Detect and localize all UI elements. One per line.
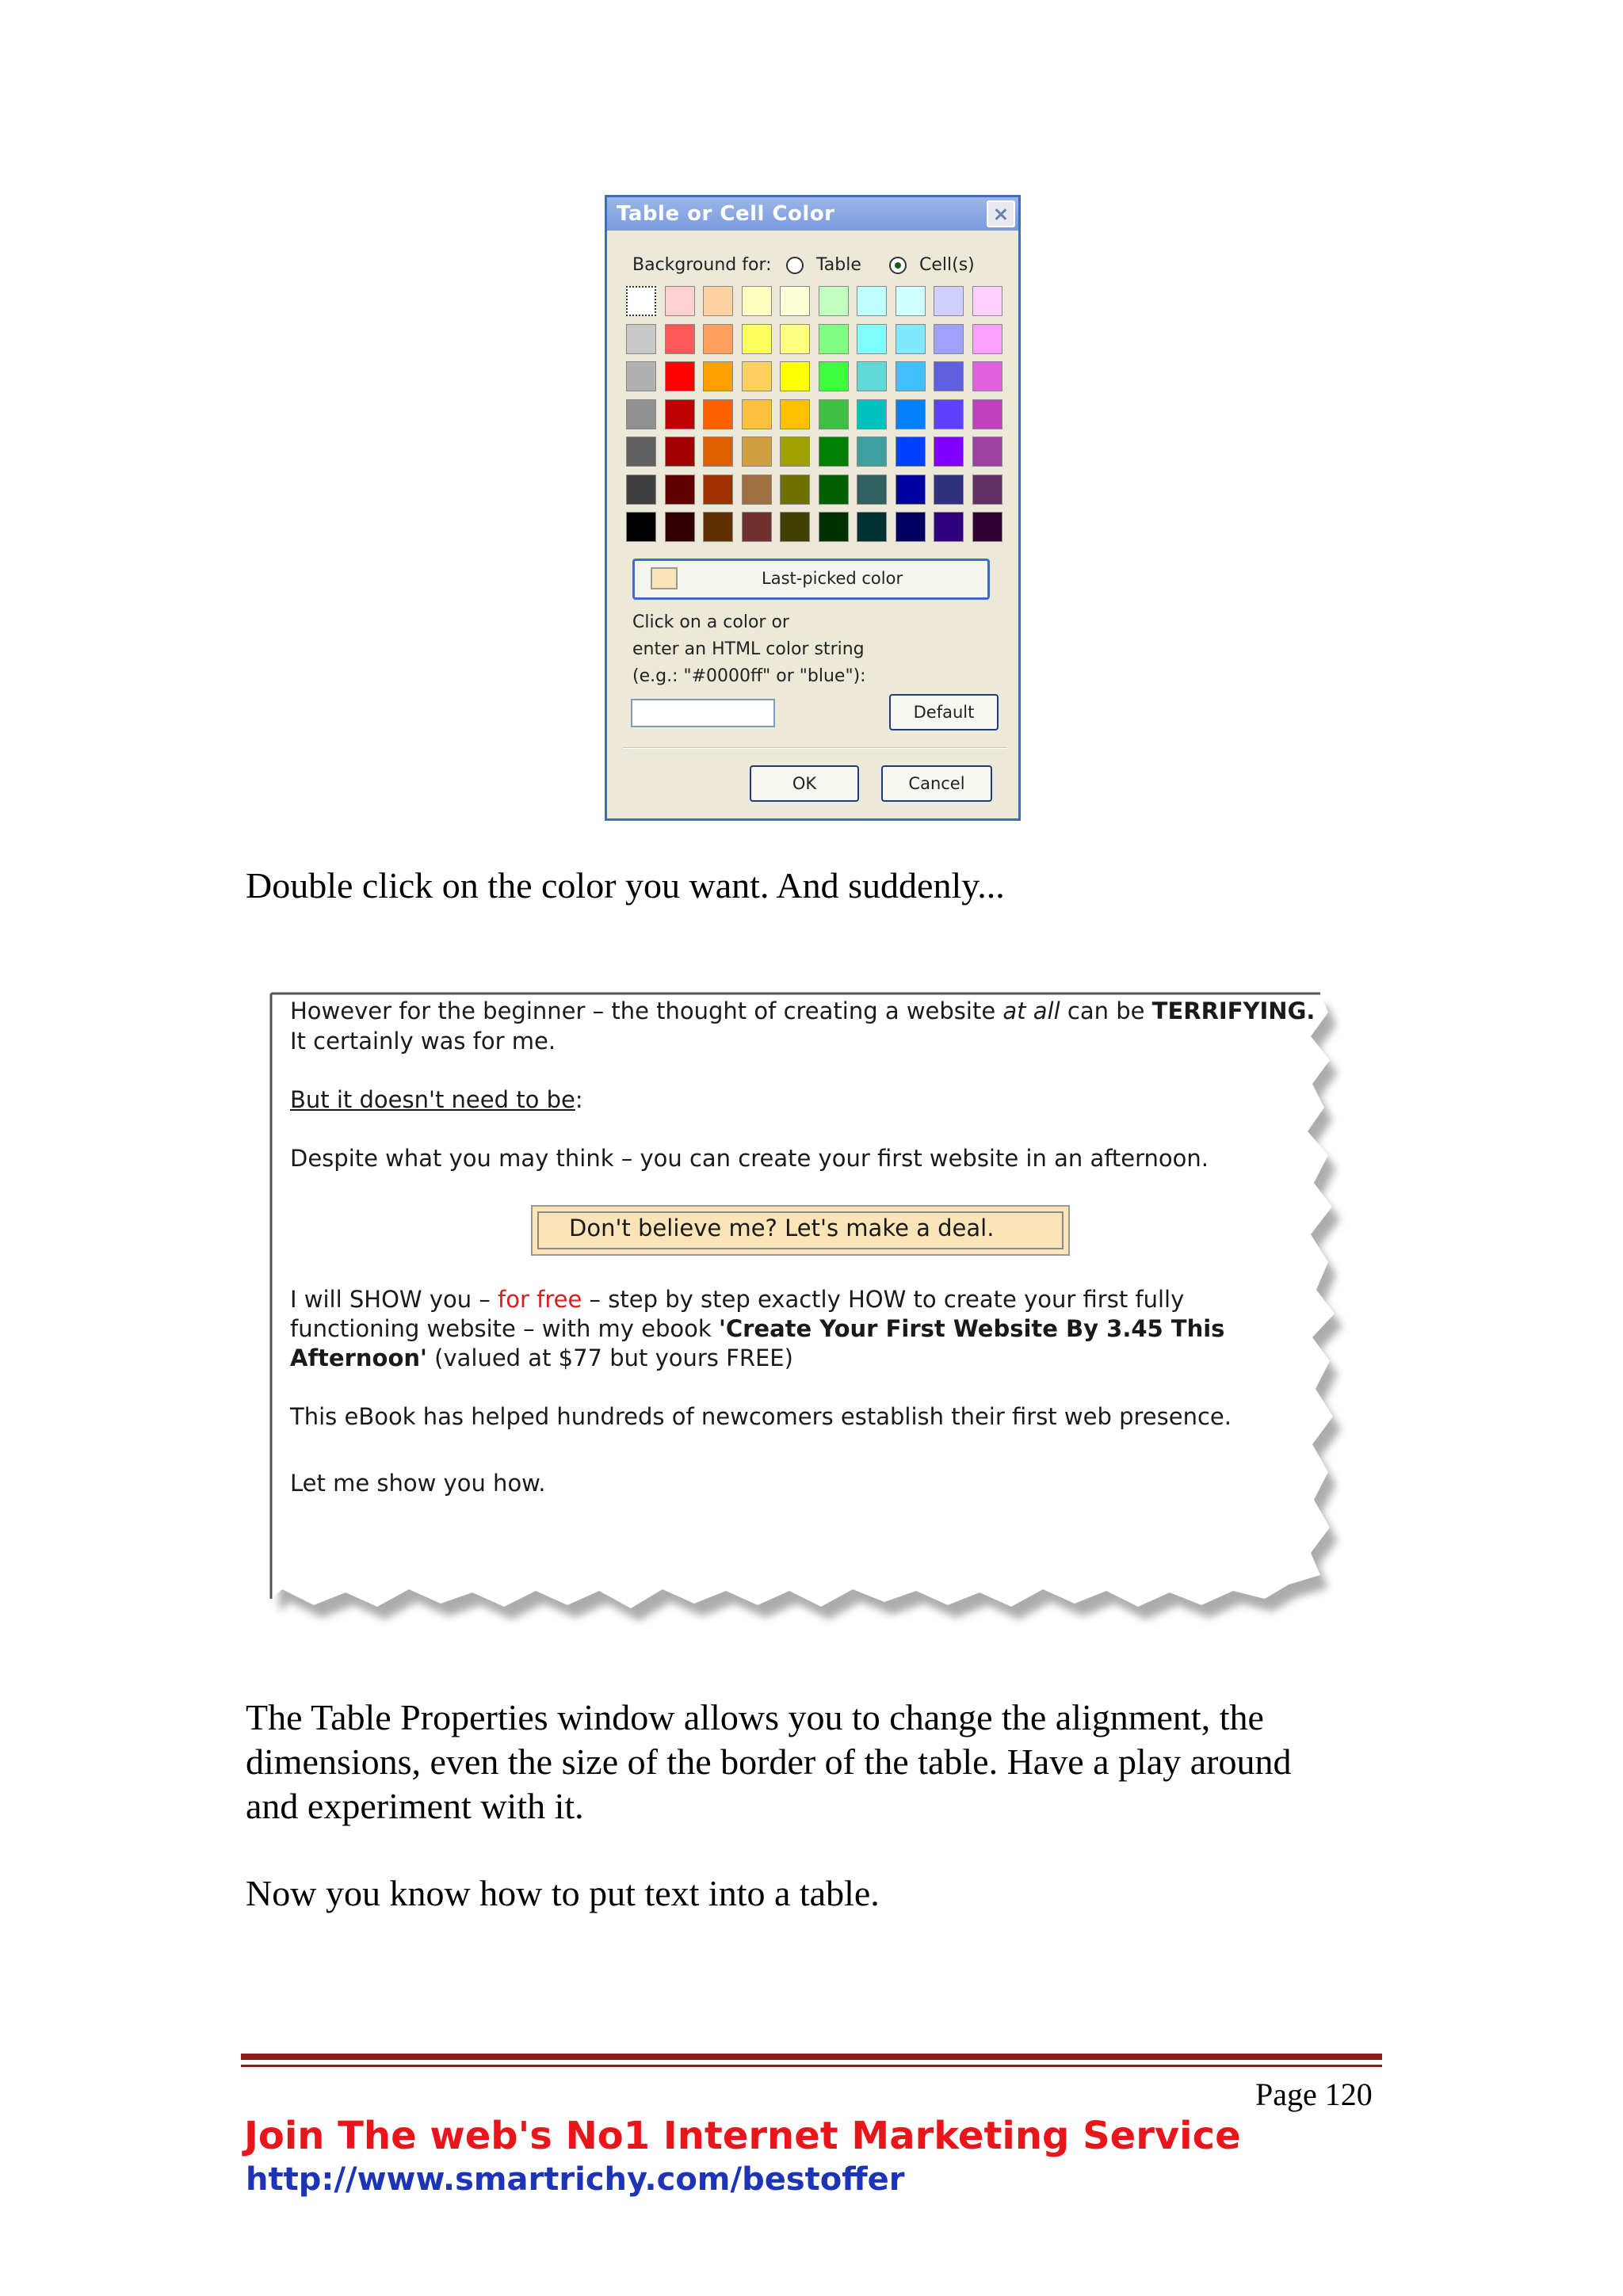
instruction-line-1: Click on a color or (632, 612, 789, 632)
color-swatch[interactable] (703, 361, 733, 391)
color-swatch[interactable] (703, 437, 733, 467)
background-for-label: Background for: (632, 255, 772, 275)
instruction-line-2: enter an HTML color string (632, 639, 865, 659)
ok-button[interactable]: OK (750, 765, 859, 802)
color-swatch[interactable] (896, 475, 926, 505)
color-swatch[interactable] (934, 475, 964, 505)
page-number: Page 120 (1255, 2077, 1373, 2112)
instruction-line-3: (e.g.: "#0000ff" or "blue"): (632, 666, 866, 686)
color-swatch[interactable] (934, 437, 964, 467)
promo-headline: Join The web's No1 Internet Marketing Service (244, 2114, 1241, 2158)
footer-rule-thick (241, 2054, 1382, 2060)
color-swatch[interactable] (742, 475, 772, 505)
color-swatch[interactable] (703, 324, 733, 354)
color-swatch[interactable] (780, 286, 810, 316)
color-swatch[interactable] (896, 361, 926, 391)
color-swatch[interactable] (819, 437, 849, 467)
color-swatch[interactable] (896, 286, 926, 316)
deal-box (531, 1205, 1070, 1256)
color-swatch[interactable] (857, 286, 887, 316)
color-swatch[interactable] (665, 399, 695, 429)
color-swatch[interactable] (780, 324, 810, 354)
color-swatch[interactable] (857, 437, 887, 467)
color-swatch[interactable] (819, 399, 849, 429)
color-swatch[interactable] (742, 324, 772, 354)
color-swatch[interactable] (934, 399, 964, 429)
color-swatch[interactable] (972, 437, 1002, 467)
color-swatch[interactable] (972, 399, 1002, 429)
screenshot-line-2: It certainly was for me. (290, 1028, 556, 1055)
table-properties-line-3: and experiment with it. (246, 1786, 584, 1826)
cancel-button[interactable]: Cancel (881, 765, 992, 802)
color-swatch[interactable] (626, 475, 656, 505)
color-swatch[interactable] (742, 399, 772, 429)
color-swatch[interactable] (742, 437, 772, 467)
screenshot-line-7: Afternoon' (valued at $77 but yours FREE) (290, 1344, 793, 1371)
color-swatch[interactable] (972, 324, 1002, 354)
color-swatch[interactable] (896, 399, 926, 429)
screenshot-line-3: But it doesn't need to be: (290, 1086, 583, 1113)
color-swatch[interactable] (819, 512, 849, 542)
color-swatch[interactable] (665, 475, 695, 505)
color-swatch[interactable] (626, 286, 656, 316)
color-swatch[interactable] (896, 324, 926, 354)
table-properties-line-1: The Table Properties window allows you to change the alignment, the (246, 1697, 1264, 1737)
color-swatch[interactable] (857, 399, 887, 429)
color-swatch[interactable] (857, 324, 887, 354)
color-swatch[interactable] (819, 475, 849, 505)
color-swatch[interactable] (819, 324, 849, 354)
radio-cells-label: Cell(s) (919, 255, 975, 275)
color-swatch[interactable] (819, 286, 849, 316)
color-swatch[interactable] (972, 475, 1002, 505)
closing-paragraph: Now you know how to put text into a table. (246, 1873, 880, 1913)
last-picked-color-button[interactable] (632, 559, 990, 600)
color-swatch[interactable] (742, 361, 772, 391)
color-swatch[interactable] (703, 475, 733, 505)
color-swatch[interactable] (626, 324, 656, 354)
color-swatch[interactable] (780, 475, 810, 505)
color-swatch[interactable] (896, 512, 926, 542)
color-swatch[interactable] (742, 512, 772, 542)
last-picked-label: Last-picked color (762, 569, 903, 588)
color-swatch[interactable] (934, 286, 964, 316)
color-swatch[interactable] (665, 437, 695, 467)
last-picked-swatch (651, 567, 678, 589)
dialog-separator (623, 747, 1007, 749)
color-swatch[interactable] (626, 399, 656, 429)
screenshot-line-4: Despite what you may think – you can create your first website in an afternoon. (290, 1145, 1209, 1172)
dialog-titlebar (607, 197, 1018, 231)
color-swatch[interactable] (626, 512, 656, 542)
color-swatch[interactable] (934, 324, 964, 354)
color-swatch[interactable] (972, 361, 1002, 391)
color-swatch[interactable] (857, 512, 887, 542)
radio-table-label: Table (816, 255, 861, 275)
color-swatch[interactable] (972, 512, 1002, 542)
dialog-title: Table or Cell Color (617, 202, 835, 226)
screenshot-line-6: functioning website – with my ebook 'Create Your First Website By 3.45 This (290, 1315, 1225, 1342)
color-swatch[interactable] (780, 361, 810, 391)
table-cell-color-dialog (605, 195, 1021, 821)
color-swatch[interactable] (703, 286, 733, 316)
table-properties-line-2: dimensions, even the size of the border of the table. Have a play around (246, 1741, 1292, 1782)
screenshot-line-9: Let me show you how. (290, 1470, 546, 1497)
close-icon[interactable] (987, 200, 1015, 227)
intro-paragraph: Double click on the color you want. And suddenly... (246, 865, 1005, 906)
color-swatch[interactable] (742, 286, 772, 316)
color-swatch[interactable] (857, 361, 887, 391)
color-swatch[interactable] (703, 512, 733, 542)
web-page-screenshot (266, 989, 1352, 1638)
footer-rule-thin (241, 2065, 1382, 2067)
promo-link[interactable]: http://www.smartrichy.com/bestoffer (246, 2161, 905, 2198)
color-swatch[interactable] (819, 361, 849, 391)
color-swatch[interactable] (665, 361, 695, 391)
radio-table[interactable] (786, 257, 804, 274)
default-button[interactable]: Default (889, 694, 999, 730)
color-swatch[interactable] (626, 437, 656, 467)
color-swatch[interactable] (626, 361, 656, 391)
radio-cells[interactable] (889, 257, 907, 274)
color-swatch[interactable] (780, 512, 810, 542)
color-swatch[interactable] (972, 286, 1002, 316)
color-swatch[interactable] (896, 437, 926, 467)
color-swatch[interactable] (665, 286, 695, 316)
screenshot-line-5: I will SHOW you – for free – step by step exactly HOW to create your first fully (290, 1286, 1185, 1313)
color-swatch[interactable] (934, 361, 964, 391)
color-swatch[interactable] (703, 399, 733, 429)
screenshot-line-1: However for the beginner – the thought of creating a website at all can be TERRIFYING. (290, 997, 1316, 1024)
html-color-input[interactable] (631, 699, 775, 727)
color-swatch[interactable] (780, 399, 810, 429)
color-swatch[interactable] (857, 475, 887, 505)
color-swatch[interactable] (665, 324, 695, 354)
color-swatch[interactable] (934, 512, 964, 542)
color-swatch[interactable] (780, 437, 810, 467)
screenshot-line-8: This eBook has helped hundreds of newcomers establish their first web presence. (290, 1403, 1232, 1430)
color-palette (626, 286, 1006, 543)
color-swatch[interactable] (665, 512, 695, 542)
deal-text: Don't believe me? Let's make a deal. (569, 1215, 995, 1241)
